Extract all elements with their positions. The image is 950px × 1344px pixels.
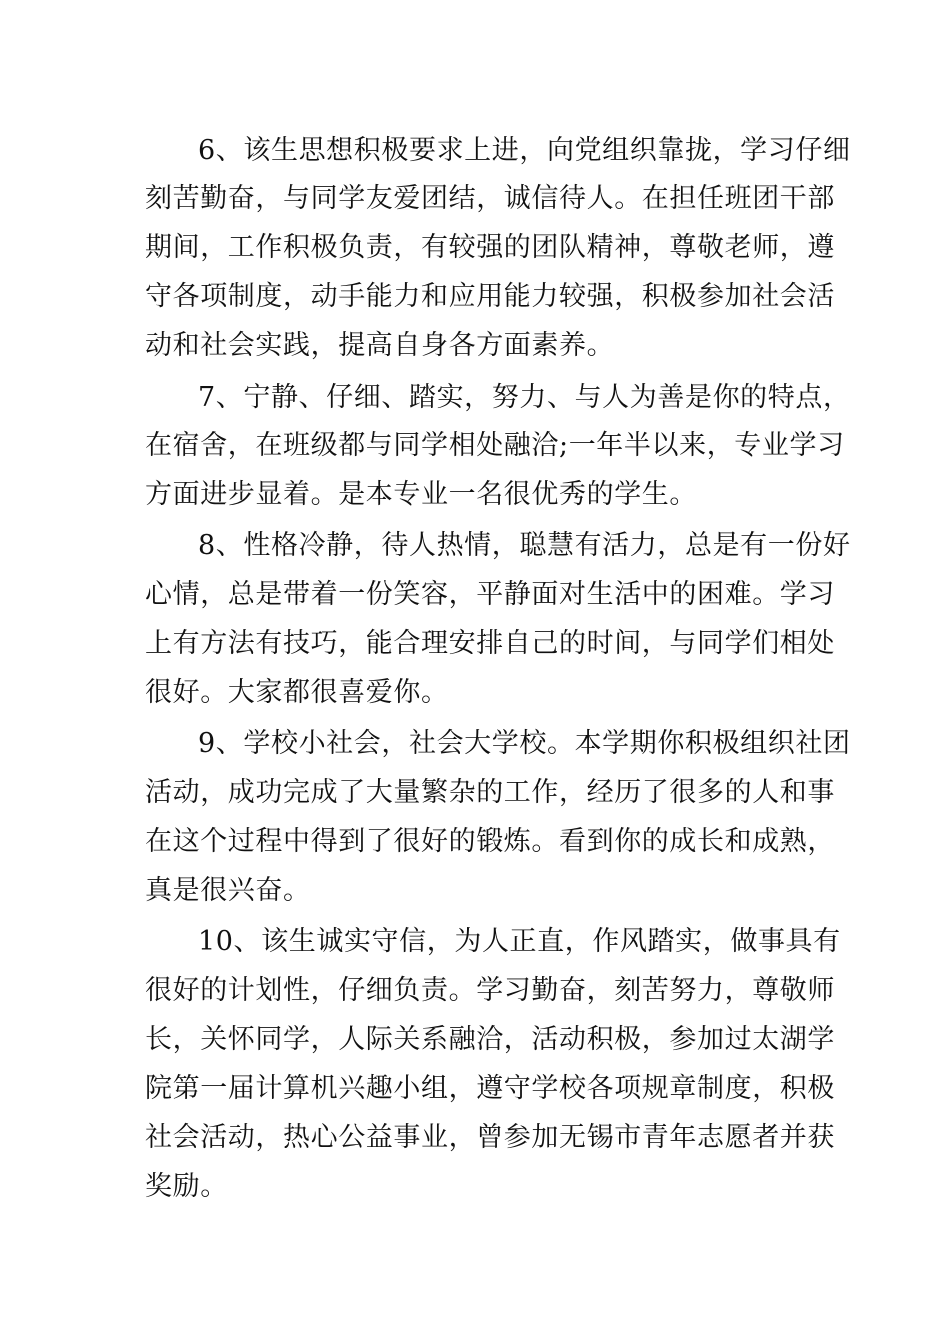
paragraph-7-line-3: 方面进步显着。是本专业一名很优秀的学生。: [145, 479, 697, 510]
paragraph-6-line-5: 动和社会实践，提高自身各方面素养。: [145, 330, 615, 361]
paragraph-6-line-3: 期间，工作积极负责，有较强的团队精神，尊敬老师，遵: [145, 232, 835, 263]
paragraph-7-line-1: 7、宁静、仔细、踏实，努力、与人为善是你的特点，: [198, 382, 851, 413]
paragraph-10-line-4: 院第一届计算机兴趣小组，遵守学校各项规章制度，积极: [145, 1073, 835, 1104]
paragraph-9-line-3: 在这个过程中得到了很好的锻炼。看到你的成长和成熟，: [145, 826, 835, 857]
paragraph-9-line-4: 真是很兴奋。: [145, 875, 311, 906]
paragraph-7-line-2: 在宿舍，在班级都与同学相处融洽;一年半以来，专业学习: [145, 430, 845, 461]
paragraph-6-line-1: 6、该生思想积极要求上进，向党组织靠拢，学习仔细: [198, 135, 851, 166]
paragraph-8-line-1: 8、性格冷静，待人热情，聪慧有活力，总是有一份好: [198, 530, 851, 561]
paragraph-8-line-2: 心情，总是带着一份笑容，平静面对生活中的困难。学习: [145, 579, 835, 610]
paragraph-10-line-6: 奖励。: [145, 1171, 228, 1202]
paragraph-10-line-2: 很好的计划性，仔细负责。学习勤奋，刻苦努力，尊敬师: [145, 975, 835, 1006]
paragraph-9-line-1: 9、学校小社会，社会大学校。本学期你积极组织社团: [198, 728, 851, 759]
paragraph-10-line-5: 社会活动，热心公益事业，曾参加无锡市青年志愿者并获: [145, 1122, 835, 1153]
paragraph-6-line-4: 守各项制度，动手能力和应用能力较强，积极参加社会活: [145, 281, 835, 312]
paragraph-8-line-4: 很好。大家都很喜爱你。: [145, 677, 449, 708]
paragraph-6-line-2: 刻苦勤奋，与同学友爱团结，诚信待人。在担任班团干部: [145, 183, 835, 214]
paragraph-9-line-2: 活动，成功完成了大量繁杂的工作，经历了很多的人和事: [145, 777, 835, 808]
paragraph-10-line-3: 长，关怀同学，人际关系融洽，活动积极，参加过太湖学: [145, 1024, 835, 1055]
paragraph-8-line-3: 上有方法有技巧，能合理安排自己的时间，与同学们相处: [145, 628, 835, 659]
paragraph-10-line-1: 10、该生诚实守信，为人正直，作风踏实，做事具有: [198, 926, 841, 957]
